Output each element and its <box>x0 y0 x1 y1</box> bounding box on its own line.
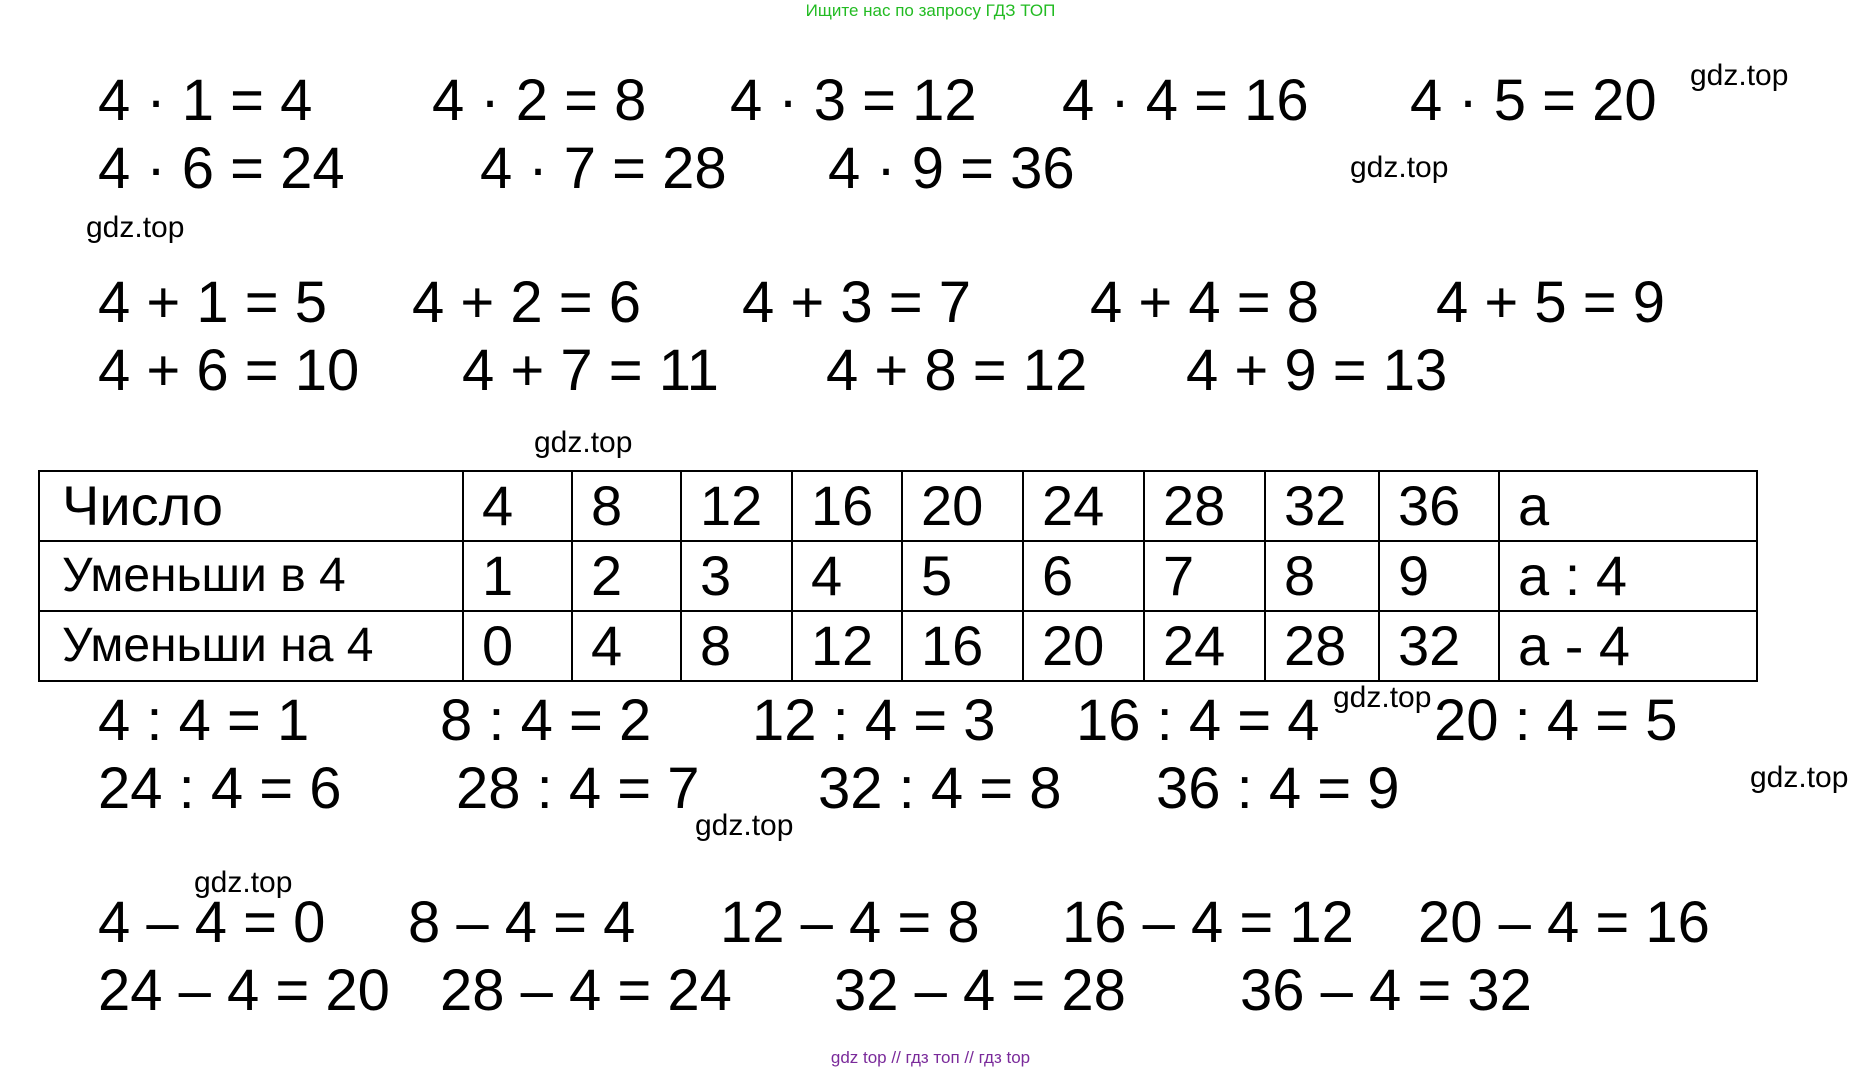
top-note: Ищите нас по запросу ГДЗ ТОП <box>805 1 1056 20</box>
table-cell: 4 <box>463 471 572 541</box>
div-eq-6: 24 : 4 = 6 <box>98 756 342 821</box>
footer-links <box>0 1047 1861 1069</box>
row-label-divide: Уменьши в 4 <box>39 541 463 611</box>
div-eq-1: 4 : 4 = 1 <box>98 688 310 753</box>
table-cell: 20 <box>1023 611 1144 681</box>
watermark-8: gdz.top <box>194 866 293 899</box>
table-cell: 8 <box>1265 541 1379 611</box>
table-cell: 8 <box>681 611 792 681</box>
watermark-4: gdz.top <box>534 426 633 459</box>
table-cell: a : 4 <box>1499 541 1757 611</box>
table-cell: 7 <box>1144 541 1265 611</box>
sub-eq-8: 32 – 4 = 28 <box>834 958 1126 1023</box>
mult-eq-7: 4 · 7 = 28 <box>480 136 727 201</box>
watermark-1: gdz.top <box>1690 59 1789 92</box>
table-cell: 5 <box>902 541 1023 611</box>
table-cell: a <box>1499 471 1757 541</box>
table-cell: 20 <box>902 471 1023 541</box>
add-eq-2: 4 + 2 = 6 <box>412 270 641 335</box>
sub-eq-4: 16 – 4 = 12 <box>1062 890 1354 955</box>
footer-separator-1: // <box>891 1048 901 1067</box>
sub-eq-6: 24 – 4 = 20 <box>98 958 390 1023</box>
div-eq-8: 32 : 4 = 8 <box>818 756 1062 821</box>
footer-part-2: гдз топ <box>905 1048 960 1067</box>
div-eq-3: 12 : 4 = 3 <box>752 688 996 753</box>
table-cell: 36 <box>1379 471 1499 541</box>
table-row-number <box>39 471 1757 541</box>
add-eq-7: 4 + 7 = 11 <box>462 338 719 403</box>
footer-separator-2: // <box>964 1048 974 1067</box>
row-label-number: Число <box>39 471 463 541</box>
sub-eq-5: 20 – 4 = 16 <box>1418 890 1710 955</box>
add-eq-5: 4 + 5 = 9 <box>1436 270 1665 335</box>
table-cell: 28 <box>1265 611 1379 681</box>
footer-part-3: гдз top <box>978 1048 1031 1067</box>
table-cell: 4 <box>572 611 681 681</box>
div-eq-5: 20 : 4 = 5 <box>1434 688 1678 753</box>
mult-eq-8: 4 · 9 = 36 <box>828 136 1075 201</box>
table-cell: 32 <box>1265 471 1379 541</box>
watermark-3: gdz.top <box>86 211 185 244</box>
table-cell: 16 <box>792 471 902 541</box>
table-cell: 24 <box>1144 611 1265 681</box>
div-eq-4: 16 : 4 = 4 <box>1076 688 1320 753</box>
sub-eq-3: 12 – 4 = 8 <box>720 890 980 955</box>
row-label-subtract: Уменьши на 4 <box>39 611 463 681</box>
watermark-2: gdz.top <box>1350 151 1449 184</box>
table-cell: 32 <box>1379 611 1499 681</box>
table-cell: 3 <box>681 541 792 611</box>
table-cell: 24 <box>1023 471 1144 541</box>
table-cell: 2 <box>572 541 681 611</box>
mult-eq-3: 4 · 3 = 12 <box>730 68 977 133</box>
mult-eq-5: 4 · 5 = 20 <box>1410 68 1657 133</box>
table-cell: 6 <box>1023 541 1144 611</box>
table-cell: 9 <box>1379 541 1499 611</box>
sub-eq-7: 28 – 4 = 24 <box>440 958 732 1023</box>
table-cell: 16 <box>902 611 1023 681</box>
watermark-6: gdz.top <box>1750 761 1849 794</box>
div-eq-2: 8 : 4 = 2 <box>440 688 652 753</box>
div-eq-9: 36 : 4 = 9 <box>1156 756 1400 821</box>
add-eq-6: 4 + 6 = 10 <box>98 338 360 403</box>
add-eq-3: 4 + 3 = 7 <box>742 270 971 335</box>
table-cell: 28 <box>1144 471 1265 541</box>
mult-eq-6: 4 · 6 = 24 <box>98 136 345 201</box>
mult-eq-1: 4 · 1 = 4 <box>98 68 313 133</box>
watermark-7: gdz.top <box>695 809 794 842</box>
table-cell: 0 <box>463 611 572 681</box>
number-table <box>38 470 1758 682</box>
table-cell: 12 <box>792 611 902 681</box>
footer-part-1: gdz top <box>830 1048 887 1067</box>
mult-eq-2: 4 · 2 = 8 <box>432 68 647 133</box>
table-cell: 4 <box>792 541 902 611</box>
watermark-5: gdz.top <box>1333 681 1432 714</box>
sub-eq-2: 8 – 4 = 4 <box>408 890 636 955</box>
table-cell: a - 4 <box>1499 611 1757 681</box>
table-cell: 8 <box>572 471 681 541</box>
table-row-divide <box>39 541 1757 611</box>
mult-eq-4: 4 · 4 = 16 <box>1062 68 1309 133</box>
div-eq-7: 28 : 4 = 7 <box>456 756 700 821</box>
table-cell: 12 <box>681 471 792 541</box>
table-cell: 1 <box>463 541 572 611</box>
add-eq-4: 4 + 4 = 8 <box>1090 270 1319 335</box>
add-eq-9: 4 + 9 = 13 <box>1186 338 1448 403</box>
table-row-subtract <box>39 611 1757 681</box>
sub-eq-9: 36 – 4 = 32 <box>1240 958 1532 1023</box>
add-eq-1: 4 + 1 = 5 <box>98 270 327 335</box>
sub-eq-1: 4 – 4 = 0 <box>98 890 326 955</box>
add-eq-8: 4 + 8 = 12 <box>826 338 1088 403</box>
